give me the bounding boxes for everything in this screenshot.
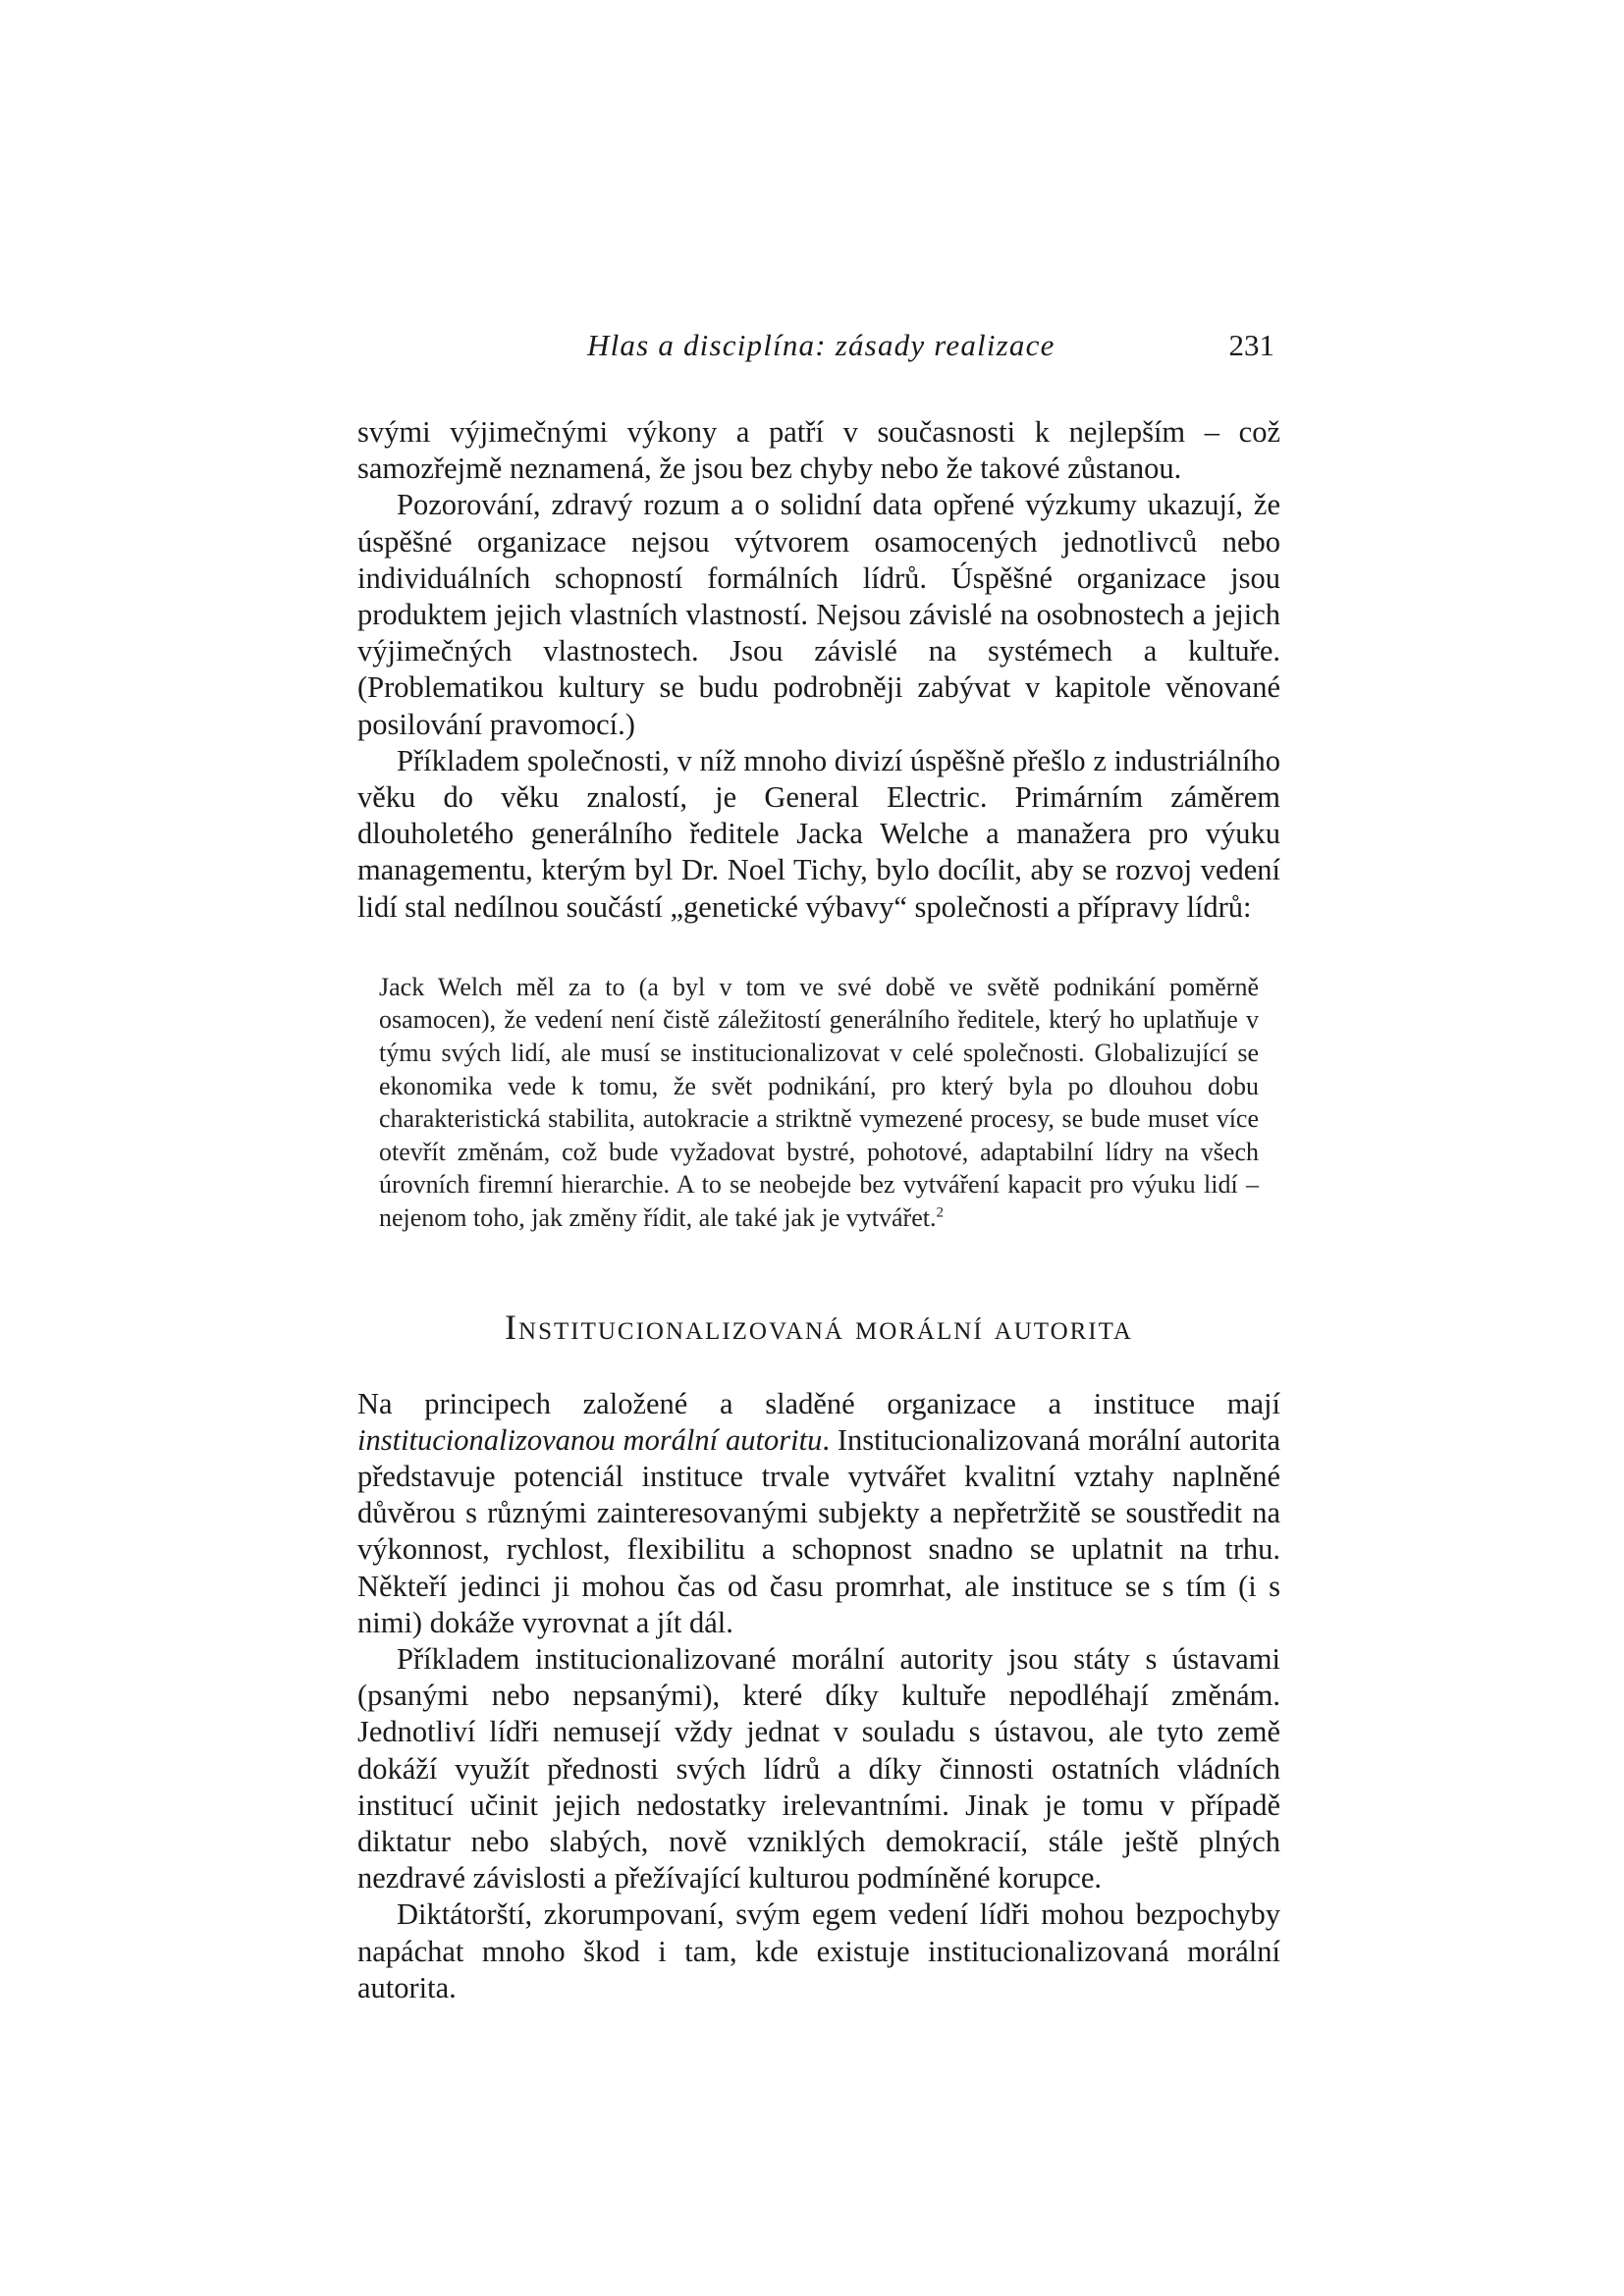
running-title: Hlas a disciplína: zásady realizace bbox=[587, 328, 1056, 362]
running-head bbox=[357, 324, 1280, 373]
body-text bbox=[357, 414, 1280, 926]
section-paragraph-1 bbox=[357, 1386, 1280, 1641]
footnote-reference: 2 bbox=[936, 1204, 944, 1221]
section-paragraph-1-end: . Institucionalizovaná morální autorita představuje potenciál instituce trvale vytvářet kvalitní vztahy naplněné důvěrou s různými zainteresovanými subjekty a nepřetržitě se soustředit na výkonnost, rychlost, flexibilitu a schopnost snadno se uplatnit na trhu. Někteří jedinci ji mohou čas od času promrhat, ale instituce se s tím (i s nimi) dokáže vyrovnat a jít dál. bbox=[357, 1422, 1280, 1639]
paragraph-3: Příkladem společnosti, v níž mnoho divizí úspěšně přešlo z industriálního věku do věku znalostí, je General Electric. Primárním záměrem dlouholetého generálního ředitele Jacka Welche a manažera pro výuku managementu, kterým byl Dr. Noel Tichy, bylo docílit, aby se rozvoj vedení lidí stal nedílnou součástí „genetické výbavy“ společnosti a přípravy lídrů: bbox=[357, 743, 1280, 924]
book-page bbox=[357, 324, 1280, 2006]
page-number: 231 bbox=[1228, 328, 1274, 362]
section-heading: Institucionalizovaná morální autorita bbox=[505, 1307, 1133, 1347]
block-quote bbox=[379, 971, 1259, 1235]
paragraph-2: Pozorování, zdravý rozum a o solidní data opřené výzkumy ukazují, že úspěšné organizace nejsou výtvorem osamocených jednotlivců nebo individuálních schopností formálních lídrů. Úspěšné organizace jsou produktem jejich vlastních vlastností. Nejsou závislé na osobnostech a jejich výjimečných vlastnostech. Jsou závislé na systémech a kultuře. (Problematikou kultury se budu podrobněji zabývat v kapitole věnované posilování pravomocí.) bbox=[357, 488, 1280, 741]
section-paragraph-1-emphasis: institucionalizovanou morální autoritu bbox=[357, 1422, 823, 1457]
section-paragraph-3: Diktátorští, zkorumpovaní, svým egem vedení lídři mohou bezpochyby napáchat mnoho škod i tam, kde existuje institucionalizovaná morální autorita. bbox=[357, 1897, 1280, 2004]
section-text bbox=[357, 1386, 1280, 2006]
section-paragraph-2: Příkladem institucionalizované morální autority jsou státy s ústavami (psanými nebo nepsanými), které díky kultuře nepodléhají změnám. Jednotliví lídři nemusejí vždy jednat v souladu s ústavou, ale tyto země dokáží využít přednosti svých lídrů a díky činnosti ostatních vládních institucí učinit jejich nedostatky irelevantními. Jinak je tomu v případě diktatur nebo slabých, nově vzniklých demokracií, stále ještě plných nezdravé závislosti a přežívající kulturou podmíněné korupce. bbox=[357, 1642, 1280, 1896]
quote-text: Jack Welch měl za to (a byl v tom ve své době ve světě podnikání poměrně osamocen), že vedení není čistě záležitostí generálního ředitele, který ho uplatňuje v týmu svých lidí, ale musí se institucionalizovat v celé společnosti. Globalizující se ekonomika vede k tomu, že svět podnikání, pro který byla po dlouhou dobu charakteristická stabilita, autokracie a striktně vymezené procesy, se bude muset více otevřít změnám, což bude vyžadovat bystré, pohotové, adaptabilní lídry na všech úrovních firemní hierarchie. A to se neobejde bez vytváření kapacit pro výuku lidí – nejenom toho, jak změny řídit, ale také jak je vytvářet. bbox=[379, 972, 1259, 1232]
paragraph-1: svými výjimečnými výkony a patří v současnosti k nejlepším – což samozřejmě neznamená, že jsou bez chyby nebo že takové zůstanou. bbox=[357, 415, 1280, 486]
section-paragraph-1-start: Na principech založené a sladěné organizace a instituce mají bbox=[357, 1386, 1280, 1420]
